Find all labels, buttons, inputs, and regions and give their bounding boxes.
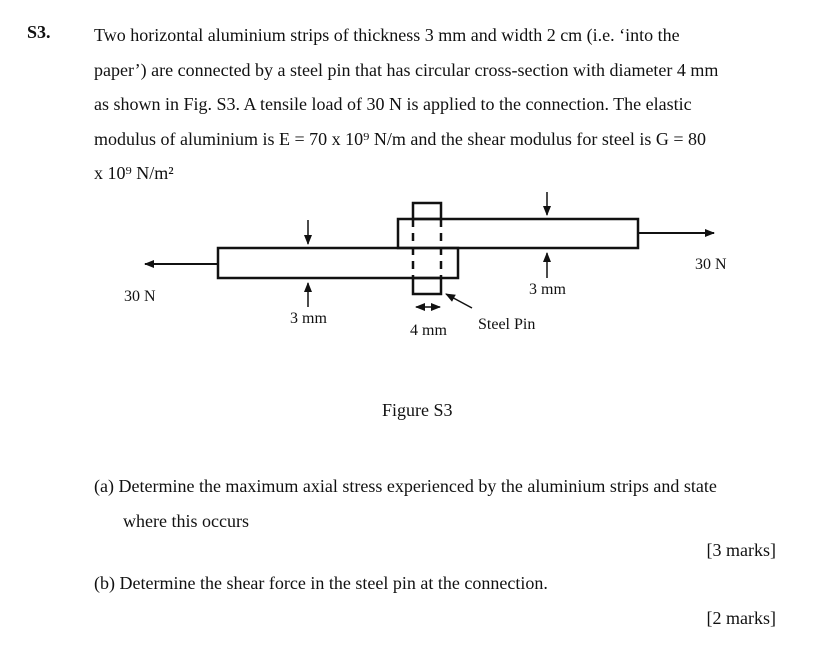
question-line: modulus of aluminium is E = 70 x 10⁹ N/m and the shear modulus for steel is G = 80 [94,128,707,149]
pin-diameter-label: 4 mm [410,322,447,339]
part-a-line: (a) Determine the maximum axial stress experienced by the aluminium strips and state [94,476,717,496]
question-line: Two horizontal aluminium strips of thickness 3 mm and width 2 cm (i.e. ‘into the [94,25,680,45]
question-line: as shown in Fig. S3. A tensile load of 30 N is applied to the connection. The elastic [94,94,692,114]
part-a-marks: [3 marks] [706,540,776,560]
figure-caption: Figure S3 [382,400,453,420]
part-b: (b) Determine the shear force in the steel pin at the connection. [94,573,548,593]
force-label-right: 30 N [695,256,727,273]
part-b-marks: [2 marks] [706,608,776,628]
question-number: S3. [27,22,51,42]
thickness-label-right: 3 mm [529,281,566,298]
part-a-line: where this occurs [123,511,249,531]
force-label-left: 30 N [124,288,156,305]
steel-pin-leader [446,294,472,308]
thickness-label-left: 3 mm [290,310,327,327]
question-line: x 10⁹ N/m² [94,163,174,183]
upper-strip [398,219,638,248]
lower-strip [218,248,458,278]
steel-pin-label: Steel Pin [478,316,536,333]
question-line: paper’) are connected by a steel pin that has circular cross-section with diameter 4 mm [94,59,719,80]
part-a [94,469,776,539]
